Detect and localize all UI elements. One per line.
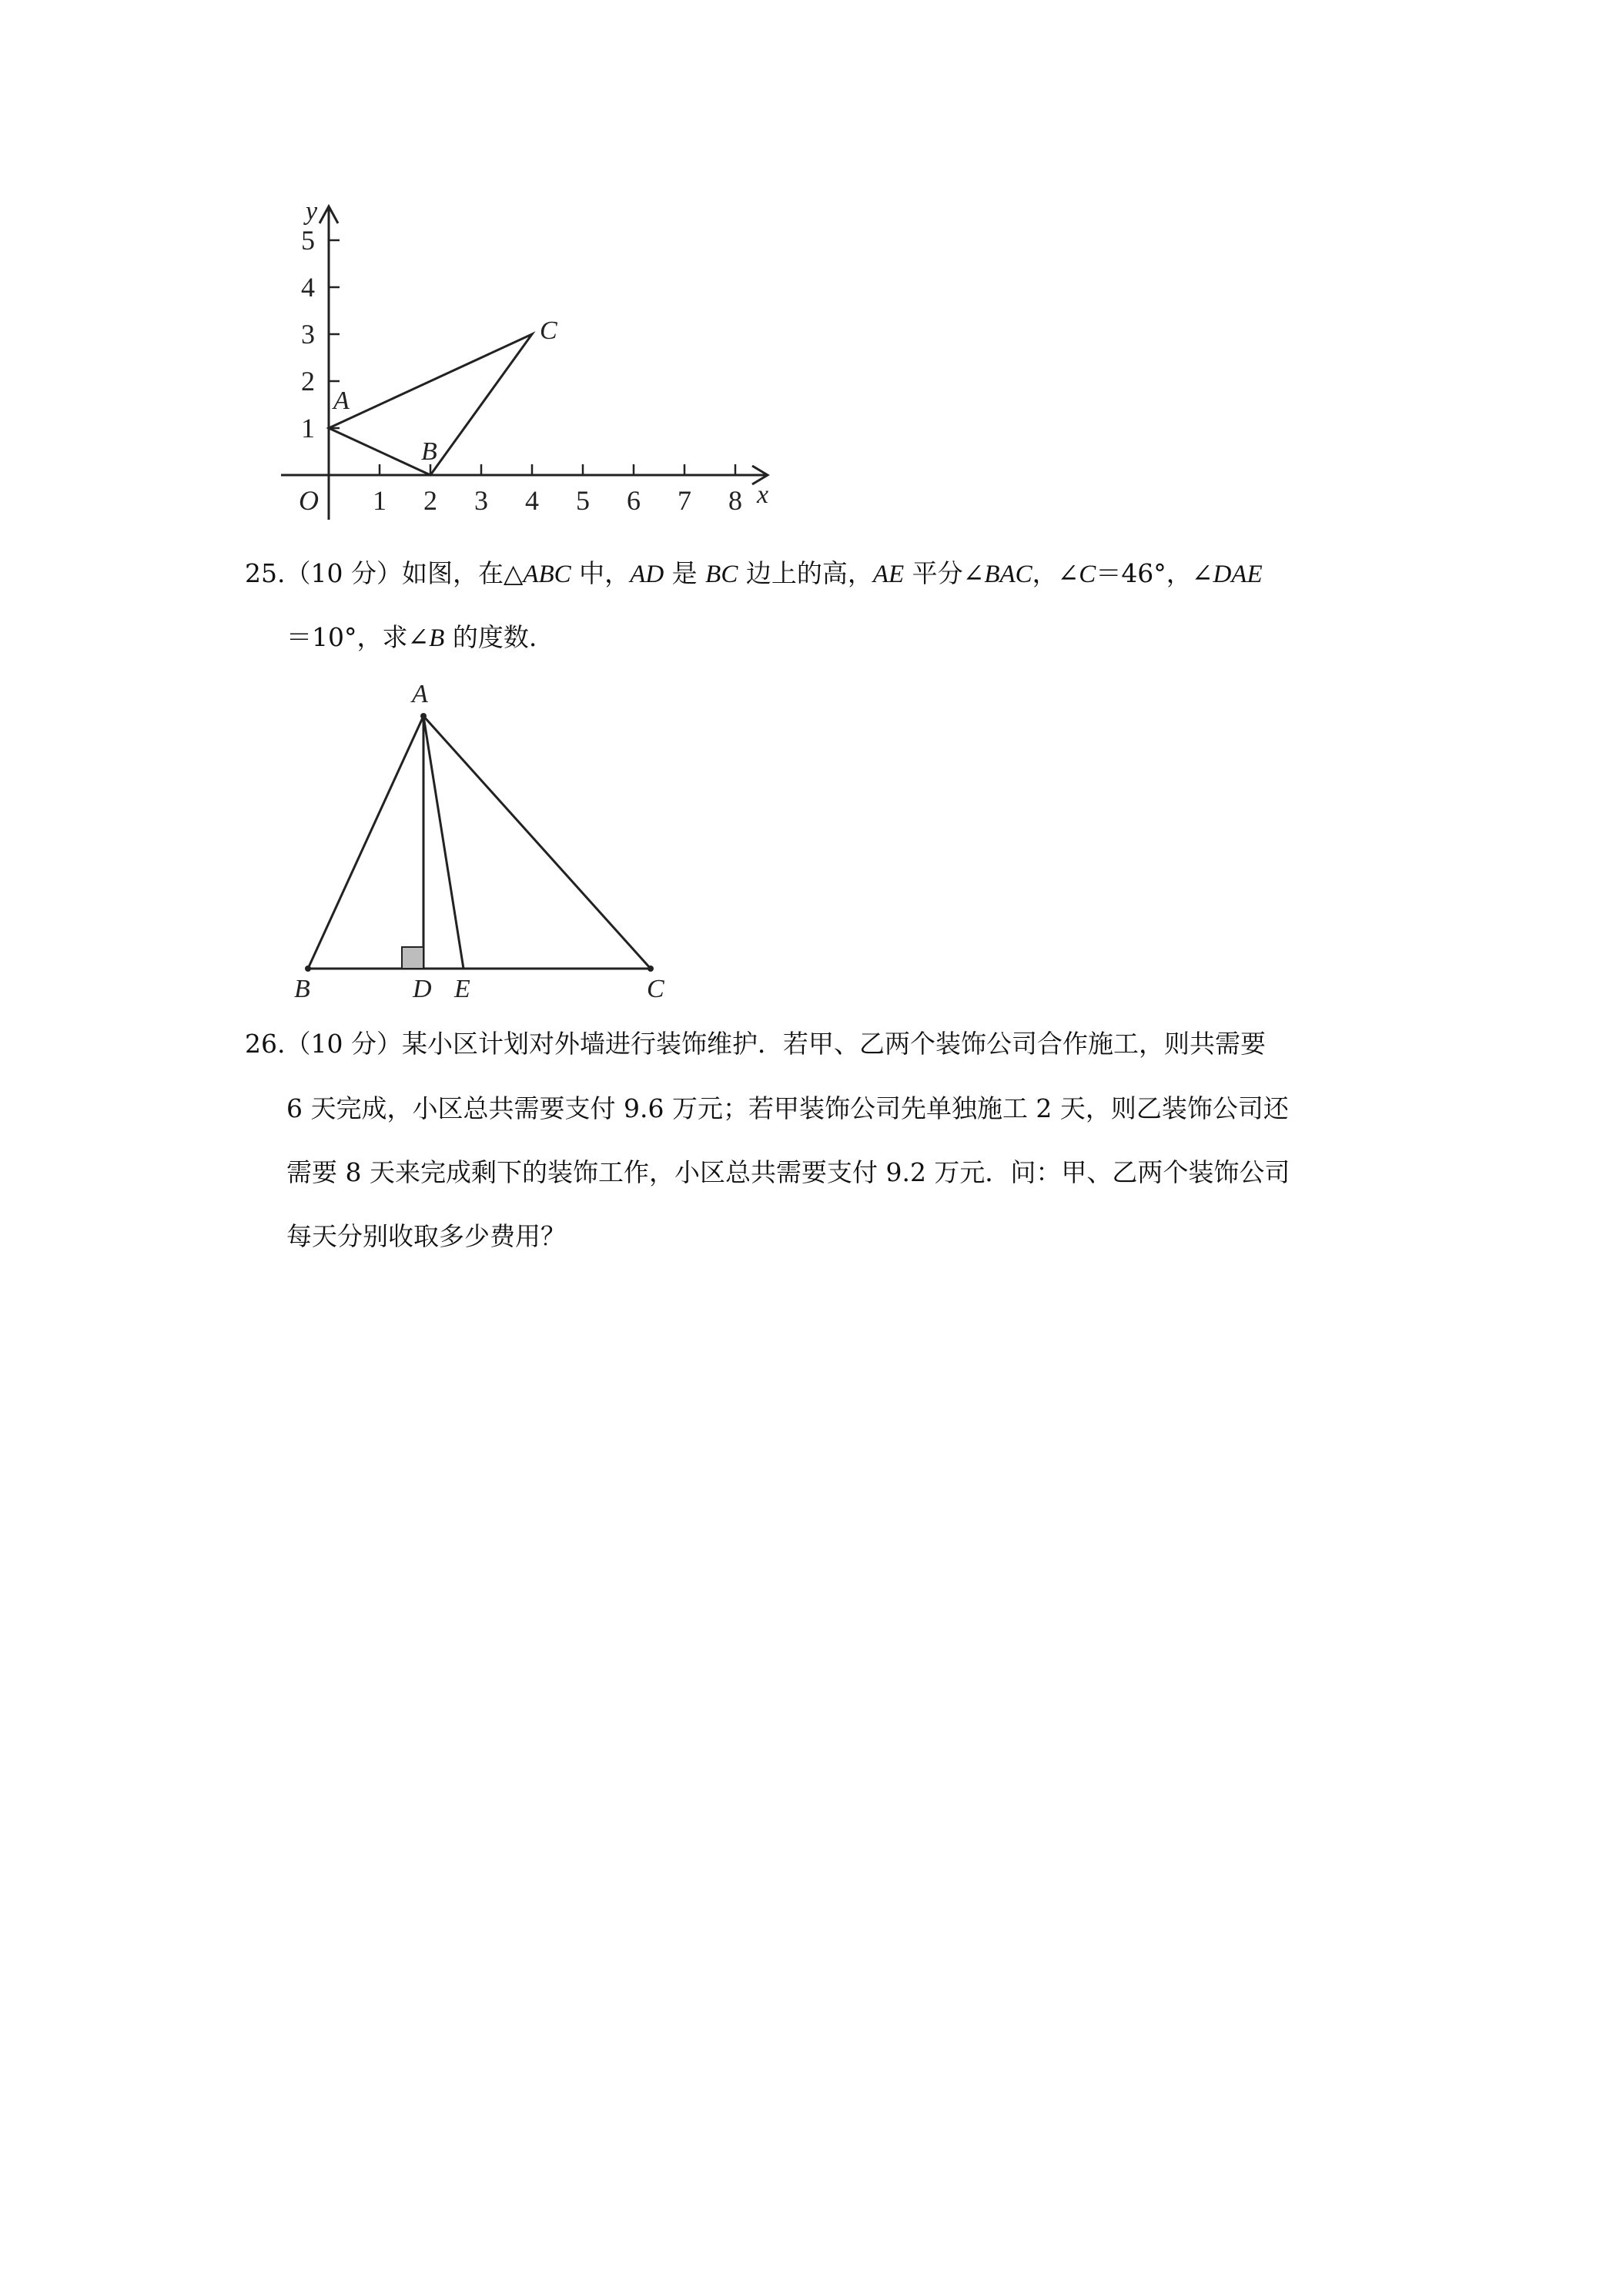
math-var: BAC	[984, 561, 1032, 588]
vertex-a-label: A	[412, 680, 428, 708]
vertex-e-label: E	[454, 975, 470, 1003]
point-a-label: A	[333, 387, 350, 415]
coordinate-figure	[273, 196, 781, 527]
question-score: （10 分）	[285, 1029, 402, 1059]
x-axis-label: x	[757, 480, 769, 509]
text-span: 需要 8 天来完成剩下的装饰工作，小区总共需要支付 9.2 万元．问：甲、乙两个装饰公司	[286, 1157, 1290, 1187]
math-var: B	[429, 624, 445, 652]
math-var: DAE	[1213, 561, 1263, 588]
question-25-line-1	[245, 558, 1263, 590]
point-b	[305, 966, 311, 972]
math-var: AD	[630, 561, 664, 588]
text-span: ，∠	[1032, 558, 1079, 588]
y-tick-label: 1	[301, 413, 315, 443]
point-c-label: C	[540, 316, 557, 345]
question-score: （10 分）	[285, 558, 402, 588]
text-span: 6 天完成，小区总共需要支付 9.6 万元；若甲装饰公司先单独施工 2 天，则乙装饰公司还	[286, 1093, 1289, 1123]
x-tick-label: 4	[525, 485, 539, 516]
x-tick-label: 5	[576, 485, 590, 516]
question-26-line-3	[286, 1157, 1290, 1188]
x-tick-label: 1	[373, 485, 387, 516]
triangle-figure	[285, 678, 685, 1009]
question-25-line-2	[286, 622, 537, 654]
point-a	[420, 713, 427, 719]
y-tick-label: 5	[301, 225, 315, 256]
vertex-b-label: B	[294, 975, 310, 1003]
text-span: 是	[664, 558, 706, 588]
segment-ab	[308, 716, 423, 969]
x-tick-label: 8	[728, 485, 742, 516]
y-tick-label: 3	[301, 319, 315, 350]
question-number: 25.	[245, 558, 286, 588]
text-span: ＝46°，∠	[1096, 558, 1213, 588]
origin-label: O	[299, 485, 319, 516]
text-span: ＝10°，求∠	[286, 622, 430, 652]
text-span: 平分∠	[904, 558, 985, 588]
x-tick-label: 7	[678, 485, 691, 516]
math-var: ABC	[523, 561, 571, 588]
y-axis-label: y	[306, 197, 318, 226]
text-span: 中，	[571, 558, 631, 588]
right-angle-mark	[402, 947, 423, 969]
text-span: 每天分别收取多少费用？	[286, 1221, 566, 1251]
text-span: 如图，在△	[401, 558, 524, 588]
x-tick-label: 2	[423, 485, 437, 516]
question-26-line-1	[245, 1029, 1266, 1059]
question-26-line-4	[286, 1221, 566, 1252]
point-b-label: B	[421, 437, 437, 466]
text-span: 的度数.	[444, 622, 537, 652]
text-span: 边上的高，	[738, 558, 873, 588]
math-var: C	[1079, 561, 1096, 588]
vertex-d-label: D	[413, 975, 432, 1003]
vertex-c-label: C	[647, 975, 664, 1003]
question-number: 26.	[245, 1029, 286, 1059]
text-span: 某小区计划对外墙进行装饰维护．若甲、乙两个装饰公司合作施工，则共需要	[401, 1029, 1266, 1059]
math-var: AE	[872, 561, 905, 588]
question-26-line-2	[286, 1093, 1289, 1124]
math-var: BC	[705, 561, 738, 588]
y-tick-label: 2	[301, 366, 315, 397]
y-tick-label: 4	[301, 272, 315, 303]
point-c	[648, 966, 654, 972]
x-tick-label: 3	[474, 485, 488, 516]
x-tick-label: 6	[627, 485, 641, 516]
